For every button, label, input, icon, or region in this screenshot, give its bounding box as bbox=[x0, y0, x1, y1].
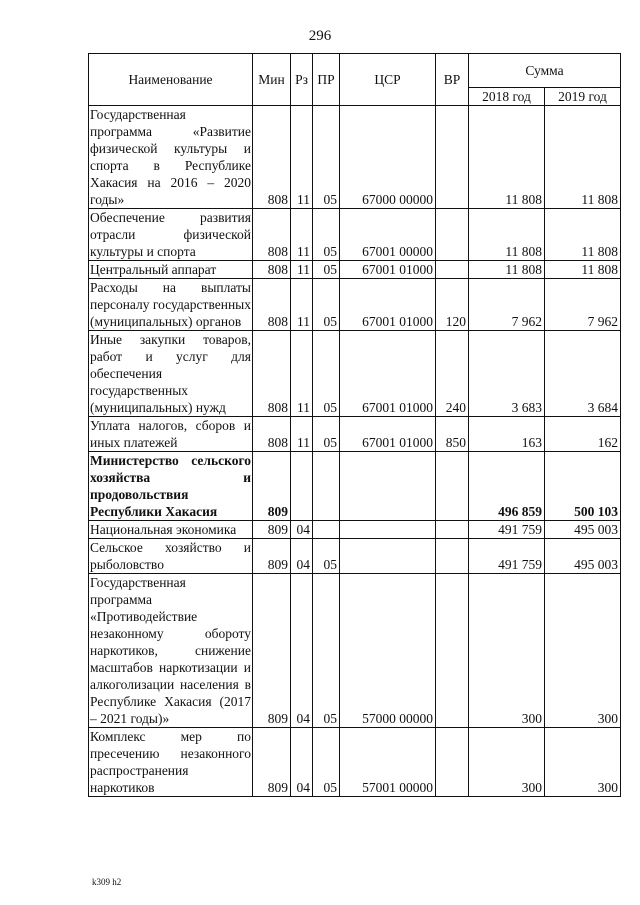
cell-csr: 57000 00000 bbox=[340, 574, 436, 728]
header-row bbox=[89, 54, 621, 88]
cell-pr: 05 bbox=[313, 331, 340, 417]
cell-y2019: 500 103 bbox=[545, 452, 621, 521]
header-rz: Рз bbox=[291, 54, 313, 106]
cell-vr: 240 bbox=[436, 331, 469, 417]
cell-y2018: 11 808 bbox=[469, 106, 545, 209]
header-2018: 2018 год bbox=[469, 88, 545, 106]
cell-csr: 67001 00000 bbox=[340, 209, 436, 261]
cell-rz: 04 bbox=[291, 521, 313, 539]
header-name: Наименование bbox=[89, 54, 253, 106]
cell-rz: 11 bbox=[291, 261, 313, 279]
cell-y2019: 495 003 bbox=[545, 539, 621, 574]
cell-y2018: 11 808 bbox=[469, 209, 545, 261]
cell-min: 809 bbox=[253, 728, 291, 797]
cell-name: Министерство сельского хозяйства и продовольствия Республики Хакасия bbox=[90, 453, 251, 519]
cell-y2018: 163 bbox=[469, 417, 545, 452]
header-2019: 2019 год bbox=[545, 88, 621, 106]
page-number: 296 bbox=[308, 28, 332, 44]
table-row bbox=[89, 261, 621, 279]
table-row bbox=[89, 539, 621, 574]
footer-code: k309 h2 bbox=[92, 877, 122, 887]
cell-y2019: 3 684 bbox=[545, 331, 621, 417]
cell-y2019: 300 bbox=[545, 728, 621, 797]
header-sum: Сумма bbox=[469, 54, 621, 88]
cell-y2019: 300 bbox=[545, 574, 621, 728]
cell-name: Национальная экономика bbox=[89, 521, 253, 539]
cell-y2019: 11 808 bbox=[545, 261, 621, 279]
cell-pr bbox=[313, 452, 340, 521]
cell-csr: 67001 01000 bbox=[340, 261, 436, 279]
cell-vr bbox=[436, 728, 469, 797]
cell-rz: 04 bbox=[291, 574, 313, 728]
cell-name: Государственная программа «Противодействие незаконному обороту наркотиков, снижение масштабов наркотизации и алкоголизации населения в Республике Хакасия (2017 – 2021 годы)» bbox=[90, 575, 251, 726]
table-row bbox=[89, 417, 621, 452]
cell-min: 808 bbox=[253, 209, 291, 261]
cell-min: 808 bbox=[253, 279, 291, 331]
cell-csr bbox=[340, 521, 436, 539]
header-csr: ЦСР bbox=[340, 54, 436, 106]
cell-min: 808 bbox=[253, 417, 291, 452]
table-row bbox=[89, 521, 621, 539]
cell-y2019: 7 962 bbox=[545, 279, 621, 331]
cell-rz: 11 bbox=[291, 279, 313, 331]
cell-pr: 05 bbox=[313, 539, 340, 574]
cell-min: 808 bbox=[253, 106, 291, 209]
cell-vr bbox=[436, 209, 469, 261]
cell-name: Комплекс мер по пресечению незаконного распространения наркотиков bbox=[90, 729, 251, 795]
cell-rz: 04 bbox=[291, 728, 313, 797]
cell-name: Иные закупки товаров, работ и услуг для обеспечения государственных (муниципальных) нужд bbox=[90, 332, 251, 415]
cell-pr: 05 bbox=[313, 279, 340, 331]
table-row bbox=[89, 106, 621, 209]
cell-name: Государственная программа «Развитие физической культуры и спорта в Республике Хакасия на 2016 – 2020 годы» bbox=[90, 107, 251, 207]
table-row bbox=[89, 728, 621, 797]
header-min: Мин bbox=[253, 54, 291, 106]
cell-min: 809 bbox=[253, 452, 291, 521]
cell-min: 809 bbox=[253, 521, 291, 539]
header-pr: ПР bbox=[313, 54, 340, 106]
cell-vr bbox=[436, 521, 469, 539]
budget-table bbox=[88, 53, 621, 797]
cell-min: 808 bbox=[253, 261, 291, 279]
cell-min: 808 bbox=[253, 331, 291, 417]
cell-y2019: 162 bbox=[545, 417, 621, 452]
cell-vr bbox=[436, 539, 469, 574]
header-vr: ВР bbox=[436, 54, 469, 106]
cell-vr bbox=[436, 106, 469, 209]
cell-vr: 120 bbox=[436, 279, 469, 331]
cell-name: Сельское хозяйство и рыболовство bbox=[90, 540, 251, 572]
cell-pr bbox=[313, 521, 340, 539]
cell-y2019: 495 003 bbox=[545, 521, 621, 539]
cell-pr: 05 bbox=[313, 209, 340, 261]
cell-csr bbox=[340, 452, 436, 521]
cell-y2018: 491 759 bbox=[469, 521, 545, 539]
cell-csr: 67001 01000 bbox=[340, 331, 436, 417]
cell-vr bbox=[436, 574, 469, 728]
cell-y2019: 11 808 bbox=[545, 209, 621, 261]
cell-pr: 05 bbox=[313, 417, 340, 452]
cell-y2018: 7 962 bbox=[469, 279, 545, 331]
cell-rz: 11 bbox=[291, 106, 313, 209]
table-row bbox=[89, 574, 621, 728]
table-row bbox=[89, 279, 621, 331]
cell-y2019: 11 808 bbox=[545, 106, 621, 209]
cell-name: Обеспечение развития отрасли физической культуры и спорта bbox=[90, 210, 251, 259]
cell-pr: 05 bbox=[313, 261, 340, 279]
cell-min: 809 bbox=[253, 539, 291, 574]
cell-rz: 04 bbox=[291, 539, 313, 574]
cell-y2018: 300 bbox=[469, 728, 545, 797]
table-row bbox=[89, 452, 621, 521]
cell-y2018: 3 683 bbox=[469, 331, 545, 417]
cell-y2018: 11 808 bbox=[469, 261, 545, 279]
cell-pr: 05 bbox=[313, 574, 340, 728]
cell-csr: 67001 01000 bbox=[340, 279, 436, 331]
cell-pr: 05 bbox=[313, 106, 340, 209]
cell-pr: 05 bbox=[313, 728, 340, 797]
cell-csr bbox=[340, 539, 436, 574]
cell-vr: 850 bbox=[436, 417, 469, 452]
table-row bbox=[89, 209, 621, 261]
cell-rz: 11 bbox=[291, 417, 313, 452]
cell-csr: 67000 00000 bbox=[340, 106, 436, 209]
cell-name: Расходы на выплаты персоналу государственных (муниципальных) органов bbox=[90, 280, 251, 329]
cell-name: Уплата налогов, сборов и иных платежей bbox=[90, 418, 251, 450]
cell-y2018: 300 bbox=[469, 574, 545, 728]
cell-y2018: 491 759 bbox=[469, 539, 545, 574]
cell-rz: 11 bbox=[291, 209, 313, 261]
cell-y2018: 496 859 bbox=[469, 452, 545, 521]
cell-rz bbox=[291, 452, 313, 521]
cell-vr bbox=[436, 261, 469, 279]
table-row bbox=[89, 331, 621, 417]
cell-csr: 57001 00000 bbox=[340, 728, 436, 797]
cell-rz: 11 bbox=[291, 331, 313, 417]
cell-csr: 67001 01000 bbox=[340, 417, 436, 452]
cell-min: 809 bbox=[253, 574, 291, 728]
cell-vr bbox=[436, 452, 469, 521]
cell-name: Центральный аппарат bbox=[89, 261, 253, 279]
